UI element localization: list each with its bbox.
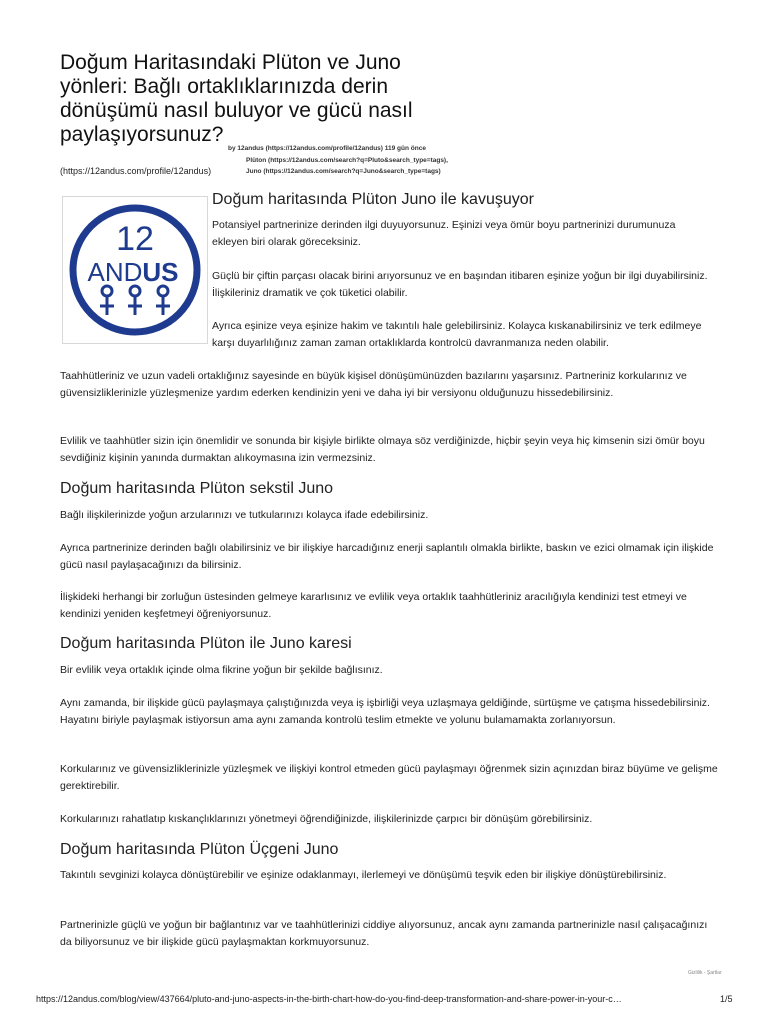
article-image <box>62 196 208 344</box>
page-number: 1/5 <box>720 994 733 1004</box>
privacy-terms-link[interactable]: Gizlilik - Şartlar <box>688 970 722 976</box>
paragraph: Korkularınızı rahatlatıp kıskançlıklarınızı yönetmeyi öğrendiğinizde, ilişkilerinizde çarpıcı bir dönüşüm görebilirsiniz. <box>60 813 593 825</box>
byline-tag-pluto[interactable]: Plüton (https://12andus.com/search?q=Pluto&search_type=tags), <box>246 157 448 164</box>
paragraph: Aynı zamanda, bir ilişkide gücü paylaşmaya çalıştığınızda veya iş işbirliği veya uzlaşmaya geldiğinde, sürtüşme ve çatışma hissedebilirsiniz. Hayatını biriyle paylaşmak istiyorsun ama aynı zamanda kontrolü teslim etmekte ve yolunu bulamamakta zorlanıyorsun. <box>60 697 710 726</box>
paragraph: Güçlü bir çiftin parçası olacak birini arıyorsunuz ve en başından itibaren eşinize yoğun bir ilgi duyabilirsiniz. İlişkileriniz dramatik ve çok tüketici olabilir. <box>212 270 708 299</box>
paragraph: Evlilik ve taahhütler sizin için önemlidir ve sonunda bir kişiyle birlikte olmaya söz verdiğinizde, hiçbir şeyin veya hiç kimsenin sizi ömür boyu sevdiğiniz kişinin yanında durmaktan alıkoymasına izin vermezsiniz. <box>60 435 705 464</box>
paragraph: İlişkideki herhangi bir zorluğun üstesinden gelmeye kararlısınız ve evlilik veya ortaklık taahhütleriniz aracılığıyla kendinizi test etmeyi ve kendinizi yeniden keşfetmeyi öğreniyorsunuz. <box>60 591 687 620</box>
paragraph: Ayrıca partnerinize derinden bağlı olabilirsiniz ve bir ilişkiye harcadığınız enerji saplantılı olmakla birlikte, baskın ve ezici olmamak için ilişkide gücü nasıl paylaşacağınızı da bilirsiniz. <box>60 542 714 571</box>
section-heading-square: Doğum haritasında Plüton ile Juno karesi <box>60 635 352 652</box>
logo-line2-a: AND <box>87 257 143 287</box>
print-url: https://12andus.com/blog/view/437664/pluto-and-juno-aspects-in-the-birth-chart-how-do-you-find-deep-transformation-and-share-power-in-your-c… <box>36 994 622 1004</box>
byline-author-link[interactable]: by 12andus (https://12andus.com/profile/12andus) 119 gün önce <box>228 145 426 152</box>
paragraph: Taahhütleriniz ve uzun vadeli ortaklığınız sayesinde en büyük kişisel dönüşümünüzden bazılarını yaşarsınız. Partneriniz korkularınız ve güvensizliklerinizle yüzleşmenize yardım ederken kendinizin yeni ve daha iyi bir versiyonu olduğunuzu hissedebilirsiniz. <box>60 370 687 399</box>
section-heading-conjunction: Doğum haritasında Plüton Juno ile kavuşuyor <box>212 191 534 208</box>
paragraph: Takıntılı sevginizi kolayca dönüştürebilir ve eşinize odaklanmayı, ilerlemeyi ve dönüşümü teşvik eden bir ilişkiye dönüştürebilirsiniz. <box>60 869 667 881</box>
paragraph: Ayrıca eşinize veya eşinize hakim ve takıntılı hale gelebilirsiniz. Kolayca kıskanabilirsiniz ve terk edilmeye karşı duyarlılığınız zaman zaman ortaklıklarda kontrolcü davranmanıza neden olabilir. <box>212 320 702 349</box>
section-heading-sextile: Doğum haritasında Plüton sekstil Juno <box>60 480 334 497</box>
byline-tag-juno[interactable]: Juno (https://12andus.com/search?q=Juno&search_type=tags) <box>246 168 441 175</box>
juno-symbols-icon <box>100 286 170 315</box>
paragraph: Potansiyel partnerinize derinden ilgi duyuyorsunuz. Eşinizi veya ömür boyu partnerinizi durumunuza ekleyen biri olarak göreceksiniz. <box>212 219 676 248</box>
paragraph: Bir evlilik veya ortaklık içinde olma fikrine yoğun bir şekilde bağlısınız. <box>60 664 383 676</box>
svg-text:ANDUS <box>87 257 178 287</box>
paragraph: Bağlı ilişkilerinizde yoğun arzularınızı ve tutkularınızı kolayca ifade edebilirsiniz. <box>60 509 429 521</box>
12andus-logo <box>63 197 207 343</box>
section-heading-trine: Doğum haritasında Plüton Üçgeni Juno <box>60 841 339 858</box>
page-title: Doğum Haritasındaki Plüton ve Juno yönleri: Bağlı ortaklıklarınızda derin dönüşümü nasıl buluyor ve gücü nasıl paylaşıyorsunuz? <box>60 51 413 146</box>
paragraph: Korkularınız ve güvensizliklerinizle yüzleşmek ve ilişkiyi kontrol etmeden gücü paylaşmayı öğrenmek sizin açınızdan biraz büyüme ve gelişme gerektirebilir. <box>60 763 718 792</box>
logo-line2-b: US <box>142 257 179 287</box>
paragraph: Partnerinizle güçlü ve yoğun bir bağlantınız var ve taahhütlerinizi ciddiye alıyorsunuz, ancak aynı zamanda partnerinizle nasıl çalışacağınızı da biliyorsunuz ve bir ilişkide gücü paylaşmaktan korkmuyorsunuz. <box>60 919 708 948</box>
logo-line1: 12 <box>116 220 154 258</box>
profile-link[interactable]: (https://12andus.com/profile/12andus) <box>60 166 212 176</box>
